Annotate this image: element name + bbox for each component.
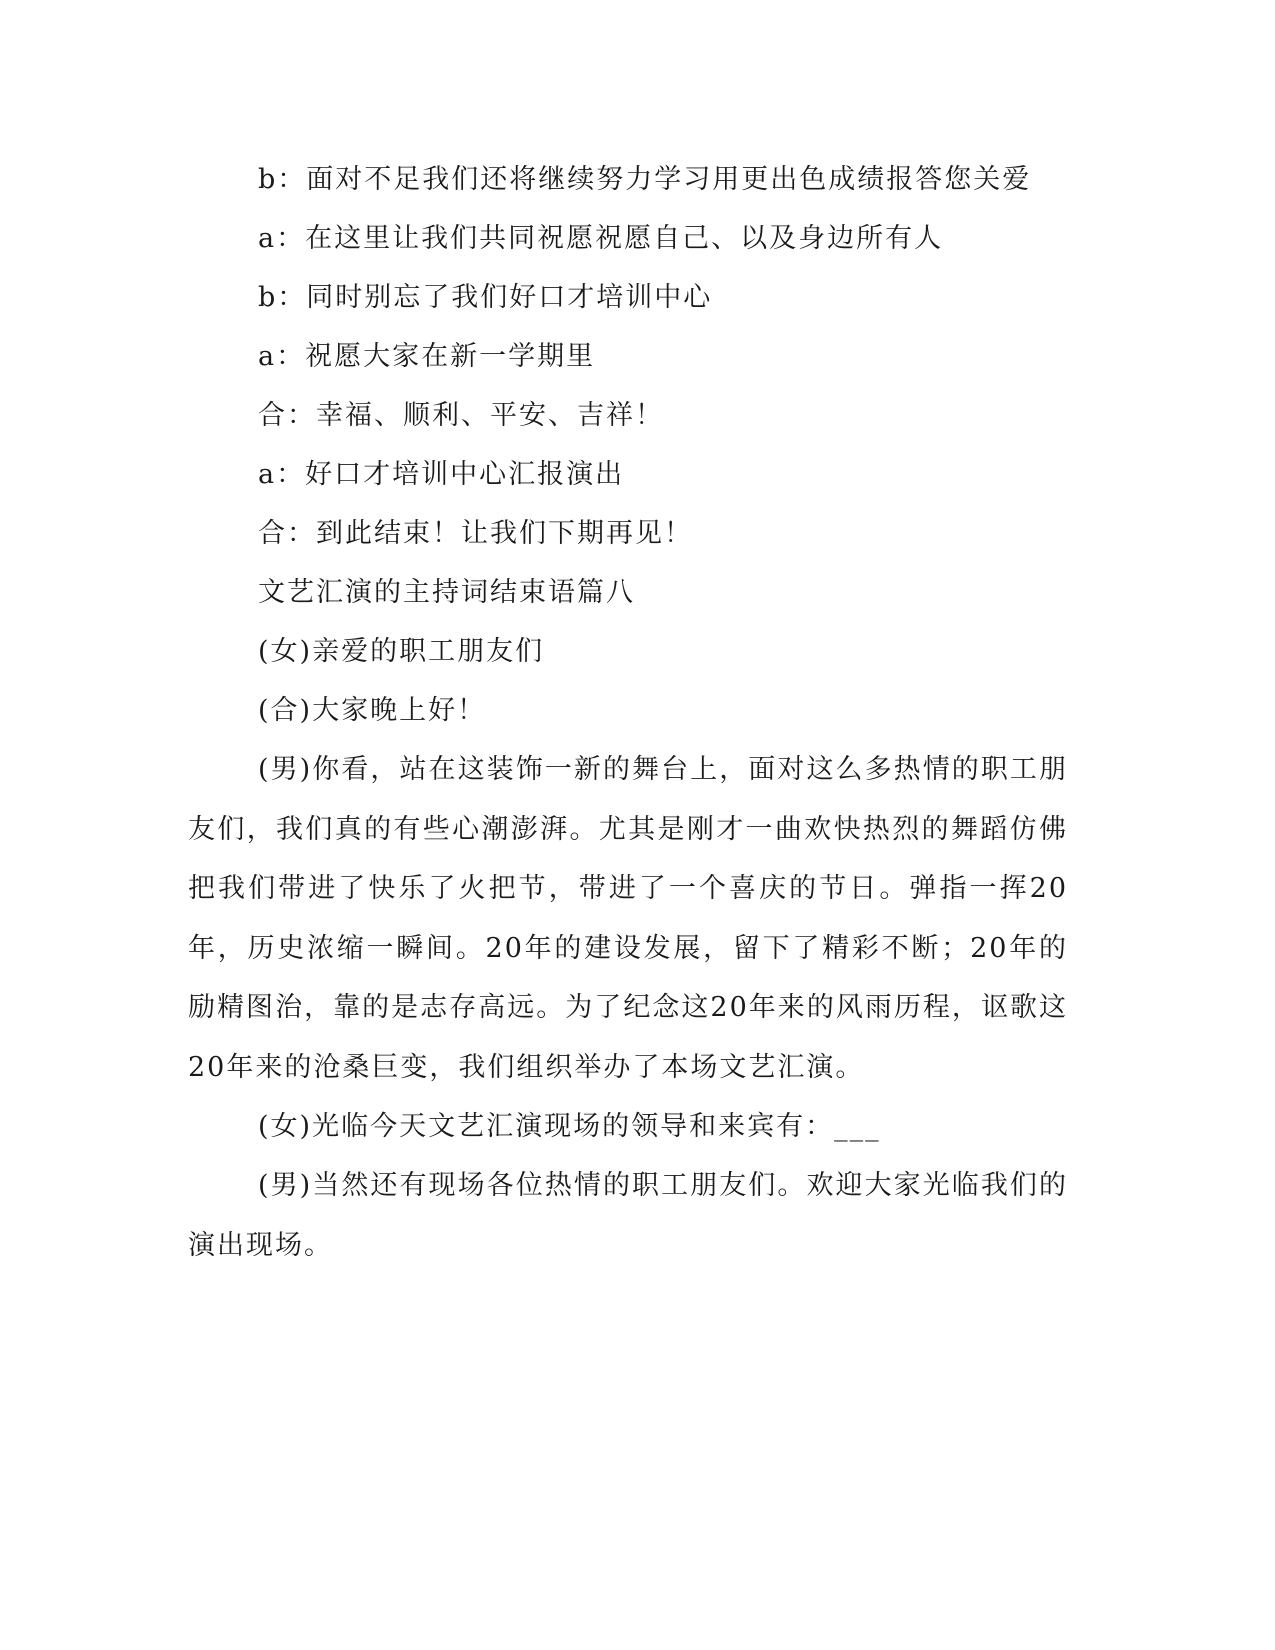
dialogue-line-b-1: b：面对不足我们还将继续努力学习用更出色成绩报答您关爱 xyxy=(258,164,1032,195)
dialogue-line-together-2: 合：到此结束！让我们下期再见！ xyxy=(258,518,693,549)
paragraph-male-speech: (男)你看，站在这装饰一新的舞台上，面对这么多热情的职工朋友们，我们真的有些心潮澎湃。尤其是刚才一曲欢快热烈的舞蹈仿佛把我们带进了快乐了火把节，带进了一个喜庆的节日。弹指一挥20年，历史浓缩一瞬间。20年的建设发展，留下了精彩不断；20年的励精图治，靠的是志存高远。为了纪念这20年来的风雨历程，讴歌这20年来的沧桑巨变，我们组织举办了本场文艺汇演。 xyxy=(188,754,1068,1083)
dialogue-line-female-1: (女)亲爱的职工朋友们 xyxy=(258,636,545,667)
dialogue-line-together-1: 合：幸福、顺利、平安、吉祥！ xyxy=(258,400,664,431)
dialogue-line-a-2: a：祝愿大家在新一学期里 xyxy=(258,341,596,372)
dialogue-line-a-1: a：在这里让我们共同祝愿祝愿自己、以及身边所有人 xyxy=(258,223,944,254)
paragraph-male-welcome: (男)当然还有现场各位热情的职工朋友们。欢迎大家光临我们的演出现场。 xyxy=(188,1170,1068,1261)
section-heading: 文艺汇演的主持词结束语篇八 xyxy=(258,577,635,608)
paragraph-female-guests: (女)光临今天文艺汇演现场的领导和来宾有：___ xyxy=(258,1111,881,1142)
dialogue-line-together-3: (合)大家晚上好！ xyxy=(258,695,487,726)
dialogue-line-a-3: a：好口才培训中心汇报演出 xyxy=(258,459,625,490)
dialogue-line-b-2: b：同时别忘了我们好口才培训中心 xyxy=(258,282,713,313)
